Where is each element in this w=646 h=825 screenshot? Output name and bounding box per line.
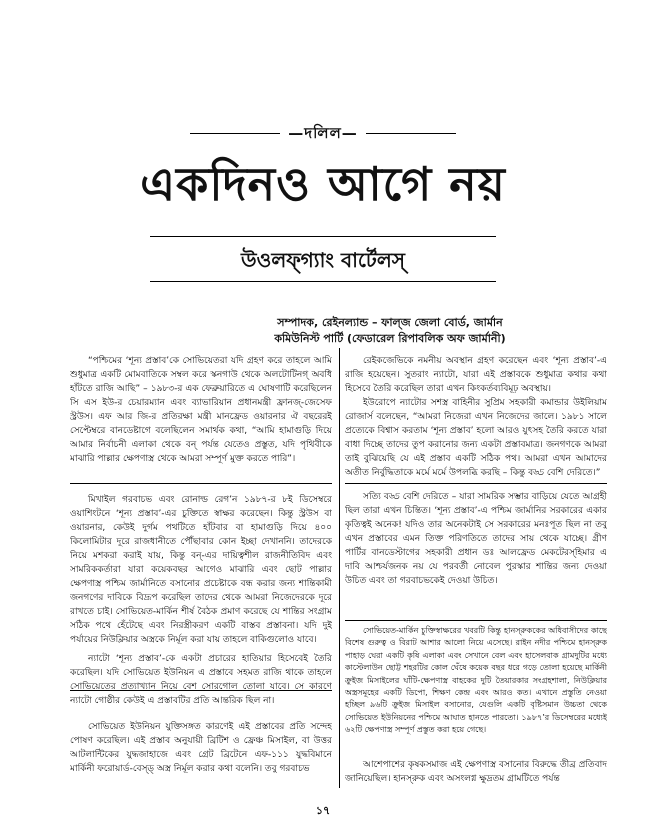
author-rule-bottom	[150, 281, 496, 282]
right-column-block-1	[345, 354, 607, 480]
paragraph: সত্যি বড্ড বেশি দেরিতে – যারা সামরিক সম্ভার বাড়িয়ে যেতে আগ্রহী ছিল তারা এখন চিন্তিত। ‘শূন্য প্রস্তাব’-এ পশ্চিম জার্মানির সরকারের একার কৃতিত্বই অনেক! যদিও তার অনেকটাই সে সরকারের মনঃপূত ছিল না তবু এখন প্রস্তাবের এমন তিক্ত পরিণতিতে তাদের সায় থেকে যাচ্ছে। গ্রীণ পার্টির বানডেস্টাগের সহকারী প্রধান ডঃ আলফ্রেড মেকটেরস্‌হিমার এ দাবি আশ্চর্যজনক নয় যে পরবর্তী নোবেল পুরস্কার শান্তির জন্য দেওয়া উচিত এবং তা গরবাচভকেই দেওয়া উচিত।	[345, 492, 607, 586]
section-rule	[345, 620, 607, 621]
right-column-block-4	[345, 758, 607, 786]
paragraph: মিখাইল গরবাচভ এবং রোনাল্ড রেগ’ন ১৯৮৭-র ৮ই ডিসেম্বরে ওয়াশিংটনে ‘শূন্য প্রস্তাব’-এর চুক্তিতে স্বাক্ষর করেছেন। কিন্তু স্ট্রউস বা ওয়ারনার, কেউই দুর্গম পথটিতে হাঁটবার বা হামাগুড়ি দিয়ে ৪০০ কিলোমিটার দূরে রাজধানীতে পৌঁছাবার কোন ইচ্ছা দেখাননি। তাদেরকে নিয়ে মশকরা করাই যায়, কিন্তু বন্‌-এর দায়িত্বশীল রাজনীতিবিদ এবং সামরিককর্তারা যারা কয়েকবছর আগেও মাঝারি এবং ছোট পাল্লার ক্ষেপণাস্ত্র পশ্চিম জার্মানিতে বসানোর প্রচেষ্টাকে বন্ধ করার জন্য শান্তিকামী জনগণের দাবিকে বিদ্রূপ করেছিল তাদের থেকে আমরা নিজেদেরকে দূরে রাখতে চাই। সোভিয়েত-মার্কিন শীর্ষ বৈঠক প্রমাণ করেছে যে শান্তির সংগ্রাম সঠিক পথে হেঁটেছে এবং নিরস্ত্রীকরণ একটি বাস্তব প্রস্তাবনা। যদি দুই পর্যায়ের নিউক্লিয়ার অস্ত্রকে নির্মূল করা যায় তাহলে বাকিগুলোও যাবে।	[70, 495, 332, 645]
affiliation-line-1: সম্পাদক, রেইনল্যান্ড – ফাল্‌জ জেলা বোর্ড, জার্মান	[277, 316, 503, 329]
section-rule	[345, 483, 607, 484]
paragraph: সোভিয়েত ইউনিয়ন যুক্তিসঙ্গত কারণেই এই প্রস্তাবের প্রতি সন্দেহ পোষণ করেছিল। এই প্রস্তাব অনুযায়ী ব্রিটিশ ও ফ্রেঞ্চ মিসাইল, বা উত্তর আটলান্টিকের যুদ্ধজাহাজে এবং গ্রেট ব্রিটেনে এফ-১১১ যুদ্ধবিমানে মার্কিনী ফরোয়ার্ড-বেস্‌ড্‌ অস্ত্র নির্মূল করার কথা বলেনি। তবু গরবাচভ	[70, 722, 332, 774]
paragraph: রেইকজেভিকে নমনীয় অবস্থান গ্রহণ করেছেন এবং ‘শূন্য প্রস্তাব’-এ রাজি হয়েছেন। সুতরাং ন্যাটো, যারা এই প্রস্তাবকে শুধুমাত্র কথার কথা হিসেবে তৈরি করেছিল তারা এখন কিংকর্তব্যবিমূঢ় অবস্থায়।	[345, 356, 607, 394]
article-title: একদিনও আগে নয়	[140, 157, 506, 211]
author-rule-top	[150, 236, 496, 237]
left-column-block-1	[70, 354, 332, 466]
author-affiliation	[190, 315, 590, 347]
right-column-block-2	[345, 490, 607, 588]
paragraph: “পশ্চিমের ‘শূন্য প্রস্তাব’কে সোভিয়েতরা যদি গ্রহণ করে তাহলে আমি শুধুমাত্র একটি মোমবাতিকে সম্বল করে স্কনগাউ থেকে অলটোটিনগ্‌ অবধি হাঁটতে রাজি আছি” – ১৯৮৩-র এক ফেব্রুয়ারিতে এ ঘোষণাটি করেছিলেন সি এস ইউ-র চেয়ারম্যান এবং ব্যাভারিয়ান প্রধানমন্ত্রী ফ্রানজ্‌-জেসেফ স্ট্রউস। এফ আর জি-র প্রতিরক্ষা মন্ত্রী মানফ্রেড ওয়ারনার ঐ বছরেরই সেপ্টেম্বরে বানডেষ্টাগে বলেছিলেন সমার্থক কথা, “আমি হামাগুড়ি দিয়ে আমার নির্বাচনী এলাকা থেকে বন্‌ পর্যন্ত যেতেও প্রস্তুত, যদি পৃথিবীকে মাঝারি পাল্লার ক্ষেপণাস্ত্র থেকে আমরা সম্পূর্ণ মুক্ত করতে পারি”।	[70, 356, 332, 464]
right-column-block-3	[345, 625, 607, 737]
column-divider	[339, 348, 340, 788]
left-column-block-3	[70, 652, 332, 708]
paragraph: ইউরোপে ন্যাটোর সশস্ত্র বাহিনীর সুপ্রিম সহকারী কমান্ডার উইলিয়াম রোজার্স বলেছেন, “আমরা নিজেরা এখন নিজেদের জালে। ১৯৮১ সালে প্রত্যেকে বিশ্বাস করতাম ‘শূন্য প্রস্তাব’ হলো আরও যুৎসহ তৈরি করতে যারা বাধা দিচ্ছে তাদের তুপ করানোর জন্য একটা প্রস্তাবমাত্র। জনগণকে আমরা তাই বুঝিয়েছি যে এই প্রস্তাব একটি সঠিক পথ। আমরা এখন আমাদের অতীত নির্বুদ্ধিতাকে মর্মে মর্মে উপলব্ধি করছি – কিন্তু বড্ড বেশি দেরিতে।”	[345, 398, 607, 478]
page-number: ১৭	[315, 804, 331, 817]
section-rule	[70, 483, 332, 484]
left-column-block-4	[70, 720, 332, 776]
paragraph: সোভিয়েত-মার্কিন চুক্তিস্বাক্ষরের খবরটি কিন্তু হানস্‌রুককের অধিবাসীদের কাছে বিশেষ গুরুত্ব ও বিরাট আশার আলো নিয়ে এসেছে। রাইন নদীর পশ্চিমে হানস্‌রুক পাহাড় ঘেরা একটি কৃষি এলাকা এবং সেখানে বেল এবং হাসেলবাক গ্রামদুটির মধ্যে কাস্টেলাউন ছোট্ট শহরটির কোল ঘেঁষে কয়েক বছর ধরে গড়ে তোলা হয়েছে মার্কিনী ক্রুইজ মিসাইলের ঘাঁটি-ক্ষেপণাস্ত্র বাহকের দুটি তৈয়ারকার সংগ্রহশালা, নিউক্লিয়ার অস্ত্রসমূহের একটি ডিপো, শিক্ষণ কেন্দ্র এবং আরও কত। এখানে প্রস্তুতি নেওয়া হচ্ছিল ৯৬টি ক্রুইজ মিসাইল বসানোর, যেগুলি একটি বৃষ্টিসমান উচ্চতা থেকে সোভিয়েত ইউনিয়নের পশ্চিমে আঘাত হানতে পারতো। ১৯৮৭’র ডিসেম্বরের মধ্যেই ৬২টি ক্ষেপণাস্ত্র সম্পূর্ণ প্রস্তুত করা হয়ে গেছে।	[345, 626, 607, 735]
document-kicker: —দলিল—	[0, 122, 646, 147]
paragraph: আশেপাশের কৃষকসমাজ এই ক্ষেপণাস্ত্র বসানোর বিরুদ্ধে তীব্র প্রতিবাদ জানিয়েছিল। হানস্‌রুক এবং অসংলগ্ন ক্ষুদ্রতম গ্রামটিতে পর্যন্ত	[345, 760, 607, 784]
left-column-block-2	[70, 493, 332, 647]
affiliation-line-2: কমিউনিস্ট পার্টি (ফেডারেল রিপাবলিক অফ জার্মানী)	[274, 332, 506, 345]
article-author: উওলফ্‌গ্যাং বার্টেলস্‌	[241, 248, 405, 272]
paragraph: ন্যাটো ‘শূন্য প্রস্তাব’-কে একটা প্রচারের হাতিয়ার হিসেবেই তৈরি করেছিল। যদি সোভিয়েত ইউনিয়ন এ প্রস্তাবে সহমত রাজি থাকে তাহলে সোভিয়েতের প্রত্যাখ্যান নিয়ে বেশ সোরগোল তোলা যাবে। সে কারণে ন্যাটো গোষ্ঠীর কেউই এ প্রস্তাবটির প্রতি আন্তরিক ছিল না।	[70, 654, 332, 706]
